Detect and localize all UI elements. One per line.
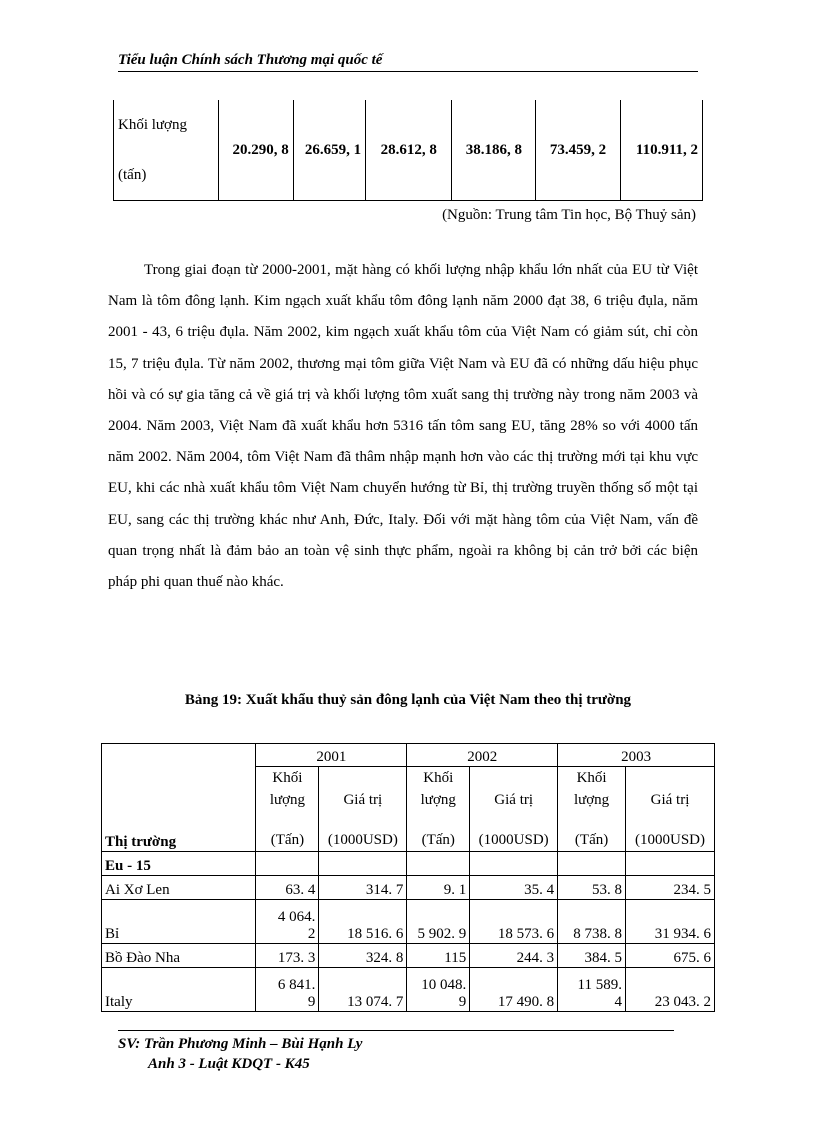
- export-table: [101, 743, 715, 1012]
- value-header-unit: (1000USD): [478, 832, 549, 848]
- page-footer: [118, 1034, 362, 1074]
- volume-cell: [407, 968, 470, 1012]
- volume-header: [407, 767, 470, 852]
- empty-cell: [407, 852, 470, 876]
- volume-unit: (tấn): [118, 167, 147, 183]
- value-cell: 244. 3: [470, 944, 558, 968]
- volume-cell-line: 9: [307, 994, 316, 1010]
- value-cell: 675. 6: [626, 944, 715, 968]
- volume-cell-line: 11 589.: [577, 977, 622, 993]
- group-label: Eu - 15: [102, 852, 256, 876]
- volume-cell: 173. 3: [256, 944, 319, 968]
- volume-value: 110.911, 2: [620, 100, 702, 201]
- volume-header: [558, 767, 626, 852]
- volume-cell: [558, 968, 626, 1012]
- volume-cell: 53. 8: [558, 876, 626, 900]
- volume-header-line: Khối: [423, 770, 454, 786]
- volume-cell: 63. 4: [256, 876, 319, 900]
- value-cell: 35. 4: [470, 876, 558, 900]
- table-row: [102, 876, 715, 900]
- value-header: [319, 767, 407, 852]
- empty-cell: [256, 852, 319, 876]
- year-header: 2003: [558, 744, 715, 767]
- table-caption: [0, 692, 816, 709]
- value-cell: 18 573. 6: [470, 900, 558, 944]
- volume-cell: 115: [407, 944, 470, 968]
- market-cell: Ai Xơ Len: [102, 876, 256, 900]
- value-header-line: Giá trị: [650, 792, 690, 808]
- value-cell: 234. 5: [626, 876, 715, 900]
- value-cell: 17 490. 8: [470, 968, 558, 1012]
- volume-cell-line: 9: [458, 994, 467, 1010]
- volume-header-unit: (Tấn): [574, 832, 609, 848]
- volume-value: 26.659, 1: [293, 100, 365, 201]
- empty-cell: [558, 852, 626, 876]
- footer-divider: [118, 1030, 674, 1031]
- volume-cell-line: 6 841.: [277, 977, 316, 993]
- volume-cell-line: 2: [307, 926, 316, 942]
- volume-label: Khối lượng: [118, 117, 187, 133]
- volume-header-line: lượng: [573, 792, 610, 808]
- source-note: (Nguồn: Trung tâm Tin học, Bộ Thuỷ sản): [442, 207, 696, 223]
- volume-header-unit: (Tấn): [421, 832, 455, 848]
- volume-value: 38.186, 8: [452, 100, 536, 201]
- volume-header-line: Khối: [576, 770, 607, 786]
- value-header: [626, 767, 715, 852]
- table-row: [114, 100, 703, 201]
- table-row: [102, 968, 715, 1012]
- body-paragraph: Trong giai đoạn từ 2000-2001, mặt hàng có khối lượng nhập khẩu lớn nhất của EU từ Việt Nam là tôm đông lạnh. Kim ngạch xuất khẩu tôm đông lạnh năm 2000 đạt 38, 6 triệu đụla, năm 2001 - 43, 6 triệu đụla. Năm 2002, kim ngạch xuất khẩu tôm của Việt Nam có giảm sút, chỉ còn 15, 7 triệu đụla. Từ năm 2002, thương mại tôm giữa Việt Nam và EU đã có những dấu hiệu phục hồi và có sự gia tăng cả về giá trị và khối lượng tôm xuất sang thị trường này trong năm 2003 và 2004. Năm 2003, Việt Nam đã xuất khẩu hơn 5316 tấn tôm sang EU, tăng 28% so với 4000 tấn năm 2002. Năm 2004, tôm Việt Nam đã thâm nhập mạnh hơn vào các thị trường mới tại khu vực EU, khi các nhà xuất khẩu tôm Việt Nam chuyển hướng từ Bỉ, thị trường truyền thống số một tại EU, sang các thị trường khác như Anh, Đức, Italy. Đối với mặt hàng tôm của Việt Nam, vấn đề quan trọng nhất là đảm bảo an toàn vệ sinh thực phẩm, ngoài ra không bị cản trở bởi các biện pháp phi quan thuế nào khác.: [108, 262, 698, 591]
- volume-header-unit: (Tấn): [270, 832, 305, 848]
- market-cell: Italy: [102, 968, 256, 1012]
- value-cell: 18 516. 6: [319, 900, 407, 944]
- value-header-line: Giá trị: [494, 792, 534, 808]
- volume-cell-line: 10 048.: [421, 977, 467, 993]
- page-header: Tiểu luận Chính sách Thương mại quốc tế: [118, 52, 698, 72]
- value-header-unit: (1000USD): [327, 832, 398, 848]
- value-header-line: Giá trị: [343, 792, 383, 808]
- table-row: [102, 944, 715, 968]
- group-row: [102, 852, 715, 876]
- volume-value: 20.290, 8: [219, 100, 293, 201]
- value-cell: 324. 8: [319, 944, 407, 968]
- volume-header-line: lượng: [420, 792, 456, 808]
- volume-value: 73.459, 2: [536, 100, 620, 201]
- market-cell: Bồ Đào Nha: [102, 944, 256, 968]
- volume-header-line: lượng: [269, 792, 306, 808]
- year-header: 2001: [256, 744, 407, 767]
- volume-value: 28.612, 8: [366, 100, 452, 201]
- value-cell: 314. 7: [319, 876, 407, 900]
- value-header: [470, 767, 558, 852]
- volume-cell: 384. 5: [558, 944, 626, 968]
- value-cell: 31 934. 6: [626, 900, 715, 944]
- value-header-unit: (1000USD): [635, 832, 705, 848]
- volume-label-cell: [114, 100, 219, 201]
- market-cell: Bỉ: [102, 900, 256, 944]
- volume-cell-line: 4 064.: [277, 909, 316, 925]
- volume-cell: [256, 968, 319, 1012]
- volume-table: [113, 100, 703, 201]
- volume-cell: [256, 900, 319, 944]
- volume-header-line: Khối: [272, 770, 303, 786]
- table-caption-text: Bảng 19: Xuất khẩu thuỷ sản đông lạnh của Việt Nam theo thị trường: [184, 692, 632, 708]
- volume-cell: 8 738. 8: [558, 900, 626, 944]
- volume-header: [256, 767, 319, 852]
- volume-cell-line: 4: [614, 994, 622, 1010]
- empty-cell: [319, 852, 407, 876]
- footer-class: Anh 3 - Luật KDQT - K45: [148, 1056, 310, 1072]
- value-cell: 23 043. 2: [626, 968, 715, 1012]
- footer-authors: SV: Trần Phương Minh – Bùi Hạnh Ly: [118, 1036, 363, 1052]
- volume-cell: 5 902. 9: [407, 900, 470, 944]
- empty-cell: [470, 852, 558, 876]
- volume-cell: 9. 1: [407, 876, 470, 900]
- value-cell: 13 074. 7: [319, 968, 407, 1012]
- table-row: [102, 900, 715, 944]
- market-header: Thị trường: [102, 744, 256, 852]
- year-header-row: [102, 744, 715, 767]
- year-header: 2002: [407, 744, 558, 767]
- empty-cell: [626, 852, 715, 876]
